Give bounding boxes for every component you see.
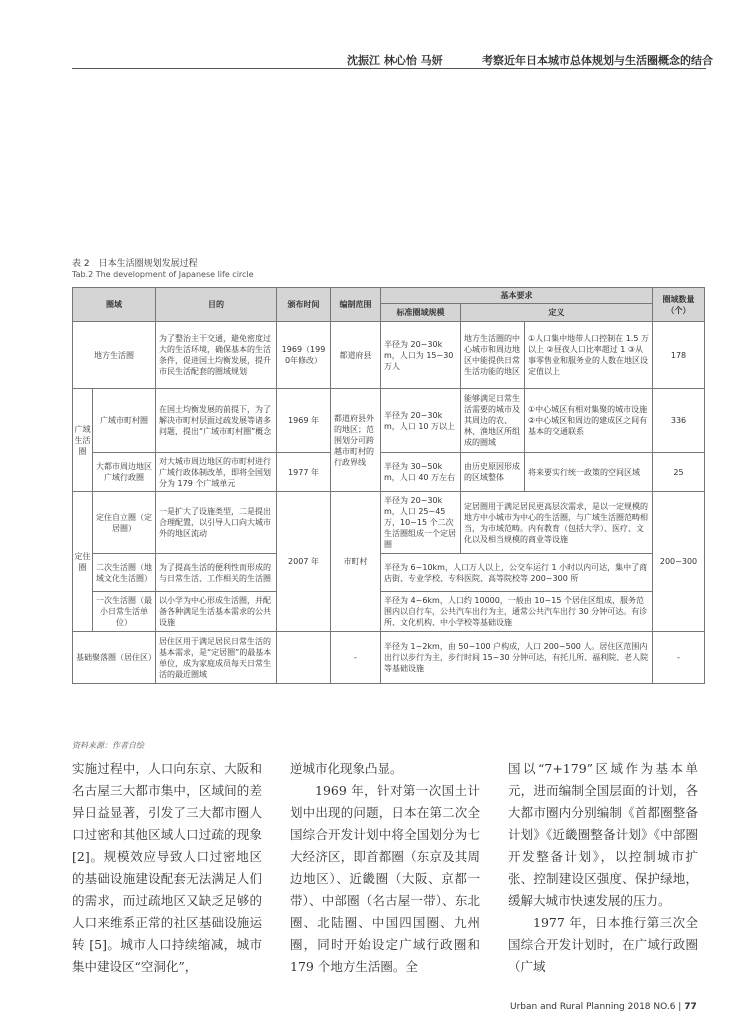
row-count: 25 bbox=[653, 453, 705, 492]
row-purpose: 为了提高生活的便利性而形成的与日常生活、工作相关的生活圈 bbox=[156, 554, 277, 592]
page-number: 77 bbox=[684, 1002, 697, 1012]
row-standard: 半径为 20~30km，人口 10 万以上 bbox=[381, 389, 461, 453]
row-desc: 半径为 1~2km，由 50~100 户构成，人口 200~500 人。居住区范围内出行以步行为主，步行时间 15~30 分钟可达，有托儿所、福利院、老人院等基础设施 bbox=[381, 632, 653, 684]
th-standard: 标准圈域规模 bbox=[381, 304, 461, 322]
page-footer bbox=[510, 1002, 697, 1012]
row-definition-a: 能够满足日常生活需要的城市及其周边的农、林、渔地区所组成的圈域 bbox=[461, 389, 525, 453]
row-purpose: 以小学为中心形成生活圈，并配备各种满足生活基本需求的公共设施 bbox=[156, 592, 277, 632]
th-count: 圈域数量（个） bbox=[653, 288, 705, 322]
table-row bbox=[73, 632, 705, 684]
row-year: 1977 年 bbox=[277, 453, 331, 492]
row-purpose: 对大城市周边地区的市町村进行广域行政体制改革，即将全国划分为 179 个广域单元 bbox=[156, 453, 277, 492]
table-caption-cn: 表 2 日本生活圈规划发展过程 bbox=[72, 259, 198, 269]
body-paragraph: 实施过程中，人口向东京、大阪和名古屋三大都市集中，区域间的差异日益显著，引发了三大都市圈人口过密和其他区域人口过疏的现象 [2]。规模效应导致人口过密地区的基础设施建设配套无法满足人们的需求，而过疏地区又缺乏足够的人口来维系正常的社区基础设施运转 [5]。城市人口持续缩减，城市集中建设区“空洞化”， bbox=[72, 761, 262, 974]
row-name: 大都市周边地区广域行政圈 bbox=[93, 453, 156, 492]
body-column-3 bbox=[508, 758, 698, 978]
row-name: 一次生活圈（最小日常生活单位） bbox=[93, 592, 156, 632]
row-scope: - bbox=[331, 632, 381, 684]
row-year: 2007 年 bbox=[277, 492, 331, 632]
body-paragraph: 国以“7+179”区域作为基本单元，进而编制全国层面的计划，各大都市圈内分别编制《首都圈整备计划》《近畿圈整备计划》《中部圈开发整备计划》，以控制城市扩张、控制建设区强度、保护绿地，缓解大城市快速发展的压力。 bbox=[508, 761, 698, 908]
row-definition: 定居圈用于满足居民更高层次需求，是以一定规模的地方中小城市为中心的生活圈，与广域生活圈范畴相当，为市域范畴。内有教育（包括大学）、医疗、文化以及相当规模的商业等设施 bbox=[461, 492, 653, 554]
row-name: 二次生活圈（地域文化生活圈） bbox=[93, 554, 156, 592]
body-paragraph: 逆城市化现象凸显。 bbox=[290, 761, 403, 776]
table-row bbox=[73, 389, 705, 453]
row-name: 广域市町村圈 bbox=[93, 389, 156, 453]
row-count: 336 bbox=[653, 389, 705, 453]
th-scope: 编制范围 bbox=[331, 288, 381, 322]
row-name: 基础聚落圈（居住区） bbox=[73, 632, 156, 684]
row-definition-a: 地方生活圈的中心城市和周边地区中能提供日常生活功能的地区 bbox=[461, 322, 525, 389]
row-definition-b: ①中心城区有相对集聚的城市设施 ②中心城区和周边的建成区之间有基本的交通联系 bbox=[525, 389, 653, 453]
row-standard: 半径为 30~50km，人口 40 万左右 bbox=[381, 453, 461, 492]
row-name: 地方生活圈 bbox=[73, 322, 156, 389]
row-standard: 半径为 20~30km，人口为 15~30 万人 bbox=[381, 322, 461, 389]
body-paragraph: 1977 年，日本推行第三次全国综合开发计划时，在广域行政圈（广域 bbox=[508, 915, 698, 974]
row-definition-b: 将来要实行统一政策的空间区域 bbox=[525, 453, 653, 492]
table-row bbox=[73, 592, 705, 632]
row-definition-b: ①人口集中地带人口控制在 1.5 万以上 ②昼夜人口比率超过 1 ③从事零售业和服务业的人数在地区设定值以上 bbox=[525, 322, 653, 389]
table-row bbox=[73, 554, 705, 592]
row-count: 200~300 bbox=[653, 492, 705, 632]
table-row bbox=[73, 492, 705, 554]
body-column-2 bbox=[290, 758, 480, 978]
row-scope: 都道府县外的地区；范围划分可跨越市町村的行政界线 bbox=[331, 389, 381, 492]
row-purpose: 一是扩大了设施类型，二是提出合理配置，以引导人口向大城市外的地区流动 bbox=[156, 492, 277, 554]
row-year: 1969（1990年修改） bbox=[277, 322, 331, 389]
header-authors: 沈振江 林心怡 马妍 bbox=[347, 54, 443, 67]
body-paragraph: 1969 年，针对第一次国土计划中出现的问题，日本在第二次全国综合开发计划中将全国划分为七大经济区，即首都圈（东京及其周边地区）、近畿圈（大阪、京都一带）、中部圈（名古屋一带）、东北圈、北陆圈、中国四国圈、九州圈，同时开始设定广域行政圈和 179 个地方生活圈。全 bbox=[290, 783, 480, 974]
row-scope: 市町村 bbox=[331, 492, 381, 632]
th-circle: 圈域 bbox=[73, 288, 156, 322]
table-row bbox=[73, 322, 705, 389]
row-name: 定住自立圈（定居圈） bbox=[93, 492, 156, 554]
row-year bbox=[277, 632, 331, 684]
th-purpose: 目的 bbox=[156, 288, 277, 322]
th-basic: 基本要求 bbox=[381, 288, 653, 304]
th-definition: 定义 bbox=[461, 304, 653, 322]
table-row bbox=[73, 453, 705, 492]
row-purpose: 为了整治主干交通，避免密度过大的生活环境，确保基本的生活条件，促进国土均衡发展，提升市民生活配套的圈域规划 bbox=[156, 322, 277, 389]
row-count: - bbox=[653, 632, 705, 684]
header-rule bbox=[72, 68, 706, 69]
footer-journal: Urban and Rural Planning 2018 NO.6 | bbox=[510, 1002, 682, 1012]
group-guangyu: 广域生活圈 bbox=[73, 389, 93, 492]
row-scope: 都道府县 bbox=[331, 322, 381, 389]
table-caption-en: Tab.2 The development of Japanese life circle bbox=[72, 270, 254, 279]
row-purpose: 在国土均衡发展的前提下，为了解决市町村层面过疏发展等诸多问题，提出“广域市町村圈”概念 bbox=[156, 389, 277, 453]
th-year: 颁布时间 bbox=[277, 288, 331, 322]
row-desc: 半径为 4~6km，人口约 10000，一般由 10~15 个居住区组成，服务范围内以自行车，公共汽车出行为主，通常公共汽车出行 30 分钟可达。有诊所、文化机构、中小学校等基础设施 bbox=[381, 592, 653, 632]
table-source: 资料来源：作者自绘 bbox=[72, 741, 144, 750]
body-column-1 bbox=[72, 758, 262, 978]
row-definition-a: 由历史原因形成的区域整体 bbox=[461, 453, 525, 492]
header-running-title: 考察近年日本城市总体规划与生活圈概念的结合 bbox=[482, 54, 713, 67]
life-circle-table bbox=[72, 287, 705, 684]
row-count: 178 bbox=[653, 322, 705, 389]
group-dingzhu: 定住圈 bbox=[73, 492, 93, 632]
row-year: 1969 年 bbox=[277, 389, 331, 453]
row-purpose: 居住区用于满足居民日常生活的基本需求，是“定居圈”的最基本单位，成为家庭成员每天日常生活的最近圈域 bbox=[156, 632, 277, 684]
row-desc: 半径为 6~10km，人口万人以上，公交车运行 1 小时以内可达，集中了商店街、专业学校、专科医院、高等院校等 200~300 所 bbox=[381, 554, 653, 592]
row-standard: 半径为 20~30km，人口 25~45 万，10~15 个二次生活圈组成一个定居圈 bbox=[381, 492, 461, 554]
page-header bbox=[0, 52, 755, 72]
